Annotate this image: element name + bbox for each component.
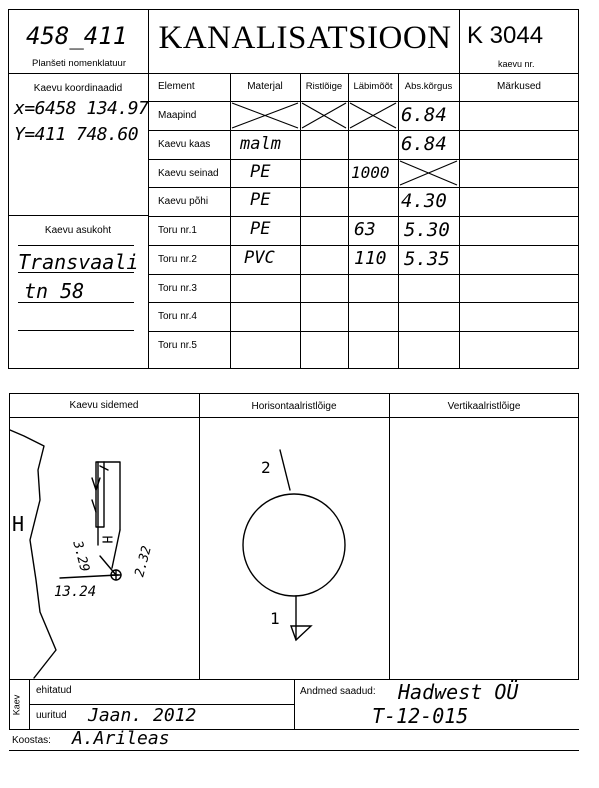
material-value: PE (250, 190, 271, 210)
sketch-h-vertical: H (98, 535, 114, 544)
sketch-h: H (12, 512, 25, 536)
material-value: malm (240, 134, 281, 154)
height-value: 4.30 (401, 190, 447, 212)
height-value: 5.30 (404, 219, 450, 241)
header-height: Abs.kõrgus (404, 81, 453, 92)
row-element: Kaevu põhi (158, 196, 209, 207)
dimension-b: 2.32 (132, 544, 155, 579)
header-notes: Märkused (497, 81, 541, 92)
data-source-label: Andmed saadud: (300, 686, 376, 697)
row-element: Toru nr.4 (158, 311, 197, 322)
material-value: PVC (244, 248, 275, 268)
row-element: Kaevu seinad (158, 168, 219, 179)
row-element: Toru nr.3 (158, 283, 197, 294)
height-value: 6.84 (401, 104, 447, 126)
header-cross: Ristlõige (305, 81, 343, 92)
sheet-label: Planšeti nomenklatuur (32, 58, 126, 69)
surveyed-value: Jaan. 2012 (88, 705, 197, 726)
form-title: KANALISATSIOON (158, 20, 452, 56)
well-label: kaevu nr. (498, 59, 535, 69)
sheet-number: 458_411 (26, 22, 128, 50)
row-element: Toru nr.1 (158, 225, 197, 236)
side-label: Kaev (11, 694, 22, 716)
row-element: Kaevu kaas (158, 139, 211, 150)
location-line2: tn 58 (24, 279, 85, 303)
row-element: Toru nr.5 (158, 340, 197, 351)
row-element: Maapind (158, 110, 197, 121)
data-source-code: T-12-015 (372, 704, 469, 728)
material-value: PE (250, 219, 271, 239)
pipe-1-label: 1 (270, 609, 280, 628)
height-value: 6.84 (401, 133, 447, 155)
row-element: Toru nr.2 (158, 254, 197, 265)
height-value: 5.35 (404, 248, 450, 270)
coordinate-x: x=6458 134.97 (14, 98, 149, 119)
coordinate-y: Y=411 748.60 (14, 124, 139, 145)
pipe-2-label: 2 (261, 458, 271, 477)
material-value: PE (250, 162, 271, 182)
header-element: Element (158, 81, 195, 92)
location-line1: Transvaali (18, 250, 139, 274)
vertical-section-label: Vertikaalristlõige (447, 401, 521, 412)
connections-label: Kaevu sidemed (69, 400, 139, 411)
compiled-value: A.Arileas (72, 728, 170, 749)
location-label: Kaevu asukoht (44, 225, 112, 236)
header-material: Materjal (247, 81, 283, 92)
header-diameter: Läbimõõt (353, 81, 393, 92)
dimension-a: 3.29 (69, 539, 92, 574)
well-number: K 3044 (467, 22, 544, 49)
diameter-value: 63 (354, 219, 376, 240)
coordinates-label: Kaevu koordinaadid (33, 83, 123, 94)
dimension-c: 13.24 (54, 584, 97, 600)
data-source-value: Hadwest OÜ (398, 680, 519, 704)
diameter-value: 110 (354, 248, 387, 269)
diameter-value: 1000 (351, 163, 390, 182)
compiled-label: Koostas: (12, 735, 51, 746)
horizontal-section-label: Horisontaalristlõige (251, 401, 337, 412)
surveyed-label: uuritud (36, 710, 67, 721)
built-label: ehitatud (36, 685, 72, 696)
